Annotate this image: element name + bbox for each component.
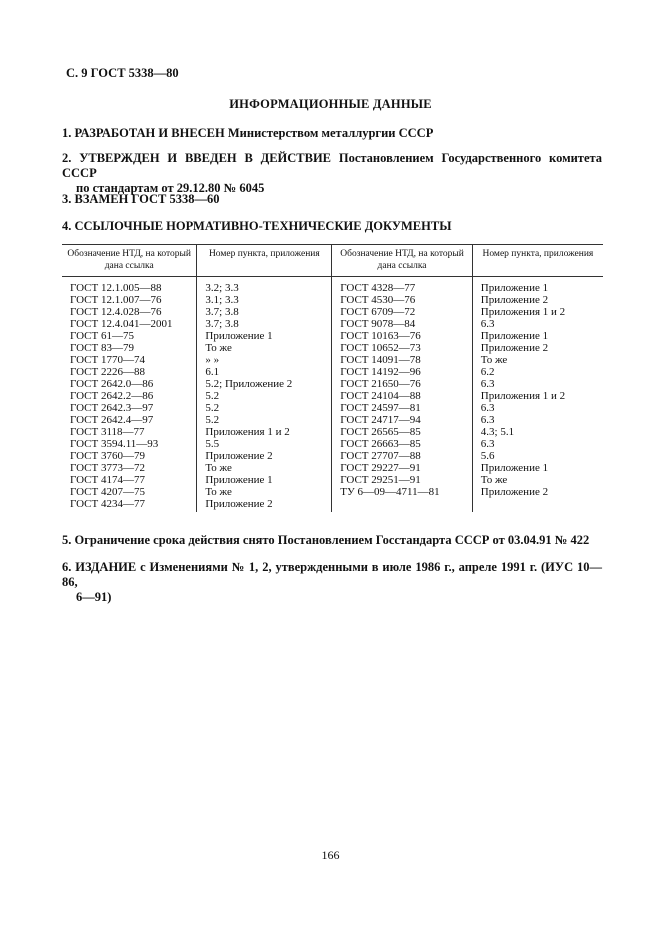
- section-5: [62, 533, 602, 548]
- table-row: [62, 342, 603, 354]
- section-2-text: Постановлением Государственного комитета СССР: [62, 151, 603, 180]
- cell-ntd-designation-2: ГОСТ 21650—76: [332, 378, 473, 390]
- cell-item-number-1: Приложение 2: [197, 450, 332, 462]
- cell-ntd-designation-2: ГОСТ 14091—78: [332, 354, 473, 366]
- cell-item-number-1: То же: [197, 486, 332, 498]
- cell-ntd-designation-2: ГОСТ 27707—88: [332, 450, 473, 462]
- cell-item-number-2: То же: [480, 474, 508, 486]
- section-1-number: 1.: [62, 126, 72, 140]
- cell-ntd-designation-2: ГОСТ 9078—84: [332, 318, 473, 330]
- section-3-lead: ВЗАМЕН ГОСТ 5338—60: [74, 192, 220, 206]
- cell-ntd-designation-1: ГОСТ 2642.0—86: [62, 378, 197, 390]
- cell-ntd-designation-1: ГОСТ 12.1.007—76: [62, 294, 197, 306]
- cell-item-number-2: 6.3: [480, 438, 495, 450]
- cell-item-number-1: Приложение 1: [197, 330, 332, 342]
- cell-item-number-1: 5.2: [197, 414, 332, 426]
- table-row: [62, 486, 603, 498]
- page-header: С. 9 ГОСТ 5338—80: [66, 66, 179, 80]
- cell-item-number-2: Приложение 1: [480, 462, 549, 474]
- section-3-number: 3.: [62, 192, 72, 206]
- cell-ntd-designation-1: ГОСТ 3773—72: [62, 462, 197, 474]
- section-6-text-line2: 6—91): [76, 590, 112, 604]
- cell-ntd-designation-2: ГОСТ 26565—85: [332, 426, 473, 438]
- references-table: [62, 244, 603, 512]
- section-2-number: 2.: [62, 151, 72, 165]
- header-ntd-designation-1: Обозначение НТД, на который дана ссылка: [62, 245, 197, 277]
- cell-item-number-1: 5.5: [197, 438, 332, 450]
- cell-ntd-designation-2: ТУ 6—09—4711—81: [332, 486, 473, 498]
- header-item-number-1: Номер пункта, приложения: [197, 245, 332, 277]
- cell-item-number-2: 6.3: [480, 414, 495, 426]
- table-row: [62, 474, 603, 486]
- cell-item-number-2: Приложение 2: [480, 486, 549, 498]
- cell-ntd-designation-2: ГОСТ 29251—91: [332, 474, 473, 486]
- cell-ntd-designation-2: ГОСТ 24597—81: [332, 402, 473, 414]
- cell-item-number-1: 5.2: [197, 402, 332, 414]
- table-row: [62, 414, 603, 426]
- section-1-lead: РАЗРАБОТАН И ВНЕСЕН: [74, 126, 225, 140]
- cell-item-number-2: [472, 498, 603, 512]
- cell-ntd-designation-1: ГОСТ 4207—75: [62, 486, 197, 498]
- cell-item-number-1: 5.2: [197, 390, 332, 402]
- section-5-number: 5.: [62, 533, 72, 547]
- section-6-lead: ИЗДАНИЕ: [75, 560, 137, 574]
- section-5-text: Ограничение срока действия снято Постановлением Госстандарта СССР от 03.04.91 № 422: [74, 533, 590, 547]
- cell-ntd-designation-2: ГОСТ 10163—76: [332, 330, 473, 342]
- cell-item-number-2: Приложение 1: [480, 330, 549, 342]
- header-item-number-2: Номер пункта, приложения: [472, 245, 603, 277]
- section-1: [62, 126, 602, 141]
- cell-ntd-designation-1: ГОСТ 83—79: [62, 342, 197, 354]
- cell-item-number-2: Приложение 1: [480, 282, 549, 294]
- cell-ntd-designation-2: ГОСТ 24717—94: [332, 414, 473, 426]
- cell-ntd-designation-2: ГОСТ 4530—76: [332, 294, 473, 306]
- cell-ntd-designation-2: ГОСТ 10652—73: [332, 342, 473, 354]
- references-table-body: [62, 277, 603, 513]
- cell-item-number-1: То же: [197, 462, 332, 474]
- cell-ntd-designation-1: ГОСТ 4234—77: [62, 498, 197, 512]
- cell-ntd-designation-2: [332, 498, 473, 512]
- page-number: 166: [321, 848, 340, 862]
- cell-ntd-designation-1: ГОСТ 12.4.041—2001: [62, 318, 197, 330]
- cell-ntd-designation-2: ГОСТ 4328—77: [332, 277, 473, 295]
- cell-item-number-1: 3.7; 3.8: [197, 306, 332, 318]
- cell-ntd-designation-1: ГОСТ 1770—74: [62, 354, 197, 366]
- section-4-lead: ССЫЛОЧНЫЕ НОРМАТИВНО-ТЕХНИЧЕСКИЕ ДОКУМЕНТЫ: [74, 219, 452, 233]
- section-3: [62, 192, 602, 207]
- cell-ntd-designation-1: ГОСТ 2642.4—97: [62, 414, 197, 426]
- table-row: [62, 306, 603, 318]
- cell-item-number-1: Приложение 1: [197, 474, 332, 486]
- cell-ntd-designation-1: ГОСТ 12.1.005—88: [62, 277, 197, 295]
- cell-item-number-2: Приложение 2: [480, 342, 549, 354]
- cell-item-number-1: » »: [197, 354, 332, 366]
- cell-ntd-designation-1: ГОСТ 3760—79: [62, 450, 197, 462]
- cell-item-number-2: 6.3: [480, 402, 495, 414]
- section-2-lead: УТВЕРЖДЕН И ВВЕДЕН В ДЕЙСТВИЕ: [79, 151, 332, 165]
- cell-ntd-designation-2: ГОСТ 29227—91: [332, 462, 473, 474]
- cell-ntd-designation-2: ГОСТ 6709—72: [332, 306, 473, 318]
- cell-item-number-2: 5.6: [480, 450, 495, 462]
- cell-item-number-2: 6.3: [480, 318, 495, 330]
- table-row: [62, 378, 603, 390]
- cell-ntd-designation-2: ГОСТ 24104—88: [332, 390, 473, 402]
- cell-item-number-1: 3.1; 3.3: [197, 294, 332, 306]
- cell-ntd-designation-2: ГОСТ 14192—96: [332, 366, 473, 378]
- table-row: [62, 462, 603, 474]
- table-row: [62, 318, 603, 330]
- cell-ntd-designation-2: ГОСТ 26663—85: [332, 438, 473, 450]
- cell-item-number-1: То же: [197, 342, 332, 354]
- cell-item-number-2: Приложение 2: [480, 294, 549, 306]
- section-6-text: с Изменениями № 1, 2, утвержденными в июле 1986 г., апреле 1991 г. (ИУС 10—86,: [62, 560, 602, 589]
- table-row: [62, 277, 603, 295]
- table-row: [62, 366, 603, 378]
- table-row: [62, 354, 603, 366]
- cell-ntd-designation-1: ГОСТ 12.4.028—76: [62, 306, 197, 318]
- table-header-row: [62, 245, 603, 277]
- table-row: [62, 294, 603, 306]
- cell-ntd-designation-1: ГОСТ 3118—77: [62, 426, 197, 438]
- cell-item-number-1: 6.1: [197, 366, 332, 378]
- cell-item-number-2: То же: [480, 354, 508, 366]
- cell-item-number-1: Приложения 1 и 2: [197, 426, 332, 438]
- table-row: [62, 438, 603, 450]
- table-row: [62, 426, 603, 438]
- section-6: [62, 560, 602, 605]
- section-2: [62, 151, 602, 196]
- cell-item-number-2: Приложения 1 и 2: [480, 306, 566, 318]
- cell-item-number-1: 3.7; 3.8: [197, 318, 332, 330]
- cell-item-number-2: 6.2: [480, 366, 495, 378]
- cell-item-number-1: 5.2; Приложение 2: [197, 378, 332, 390]
- table-row: [62, 402, 603, 414]
- table-row: [62, 390, 603, 402]
- cell-ntd-designation-1: ГОСТ 3594.11—93: [62, 438, 197, 450]
- cell-ntd-designation-1: ГОСТ 2226—88: [62, 366, 197, 378]
- cell-ntd-designation-1: ГОСТ 61—75: [62, 330, 197, 342]
- cell-item-number-2: 4.3; 5.1: [480, 426, 515, 438]
- section-2-text-line2: по стандартам от 29.12.80 № 6045: [76, 181, 265, 195]
- cell-item-number-2: Приложения 1 и 2: [480, 390, 566, 402]
- table-row: [62, 498, 603, 512]
- cell-ntd-designation-1: ГОСТ 2642.2—86: [62, 390, 197, 402]
- header-ntd-designation-2: Обозначение НТД, на который дана ссылка: [332, 245, 473, 277]
- section-4: [62, 219, 602, 234]
- cell-item-number-1: Приложение 2: [197, 498, 332, 512]
- cell-item-number-2: 6.3: [480, 378, 495, 390]
- section-1-text: Министерством металлургии СССР: [227, 126, 434, 140]
- section-6-number: 6.: [62, 560, 72, 574]
- cell-ntd-designation-1: ГОСТ 2642.3—97: [62, 402, 197, 414]
- table-row: [62, 330, 603, 342]
- table-row: [62, 450, 603, 462]
- section-4-number: 4.: [62, 219, 72, 233]
- cell-item-number-1: 3.2; 3.3: [197, 277, 332, 295]
- document-title: ИНФОРМАЦИОННЫЕ ДАННЫЕ: [229, 97, 432, 111]
- cell-ntd-designation-1: ГОСТ 4174—77: [62, 474, 197, 486]
